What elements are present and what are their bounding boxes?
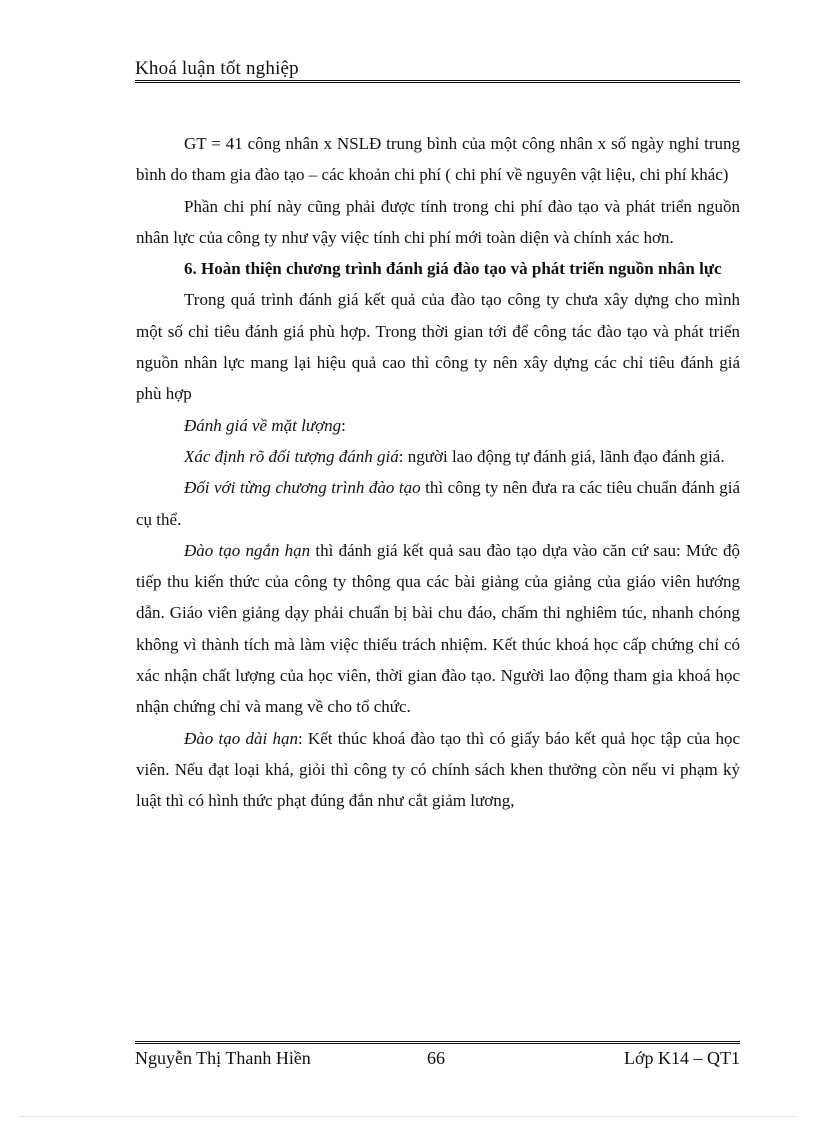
- footer-author: Nguyễn Thị Thanh Hiền: [135, 1048, 311, 1068]
- header-divider: [135, 80, 740, 83]
- paragraph-quantity-evaluation: Đánh giá về mặt lượng:: [184, 415, 346, 435]
- section-heading: 6. Hoàn thiện chương trình đánh giá đào tạo và phát triển nguồn nhân lực: [184, 259, 722, 279]
- term-long-term-training: Đào tạo dài hạn: [184, 728, 298, 748]
- term-quantity-evaluation: Đánh giá về mặt lượng: [184, 415, 342, 435]
- page-bottom-edge: [20, 1116, 796, 1117]
- paragraph-short-term-training: Đào tạo ngắn hạn thì đánh giá kết quả sau đào tạo dựa vào căn cứ sau: Mức độ tiếp thu kiến thức của công ty thông qua các bài giảng của giảng của giáo viên hướng dẫn. Giáo viên giảng dạy phải chuẩn bị bài chu đáo, chấm thi nghiêm túc, nhanh chóng không vì thành tích mà làm việc thiếu trách nhiệm. Kết thúc khoá học cấp chứng chỉ có xác nhận chất lượng của học viên, thời gian đào tạo. Người lao động tham gia khoá học nhận chứng chỉ và mang về cho tổ chức.: [136, 540, 740, 717]
- term-evaluation-subjects: Xác định rõ đối tượng đánh giá: [184, 446, 399, 466]
- paragraph-cost-note: Phần chi phí này cũng phải được tính trong chi phí đào tạo và phát triển nguồn nhân lực của công ty như vậy việc tính chi phí mới toàn diện và chính xác hơn.: [136, 196, 740, 247]
- paragraph-evaluation-intro: Trong quá trình đánh giá kết quả của đào tạo công ty chưa xây dựng cho mình một số chỉ tiêu đánh giá phù hợp. Trong thời gian tới để công tác đào tạo và phát triển nguồn nhân lực mang lại hiệu quả cao thì công ty nên xây dựng các chỉ tiêu đánh giá phù hợp: [136, 290, 740, 404]
- page-footer: [135, 1048, 740, 1072]
- body-text: [136, 128, 740, 817]
- paragraph-evaluation-subjects: Xác định rõ đối tượng đánh giá: người lao động tự đánh giá, lãnh đạo đánh giá.: [184, 446, 725, 466]
- paragraph-program-standards: Đối với từng chương trình đào tạo thì công ty nên đưa ra các tiêu chuẩn đánh giá cụ thể.: [136, 478, 740, 529]
- footer-class-label: Lớp K14 – QT1: [623, 1048, 740, 1068]
- paragraph-long-term-training: Đào tạo dài hạn: Kết thúc khoá đào tạo thì có giấy báo kết quả học tập của học viên. Nếu đạt loại khá, giỏi thì công ty có chính sách khen thưởng còn nếu vi phạm kỷ luật thì có hình thức phạt đúng đắn như cắt giảm lương,: [136, 728, 741, 811]
- footer-divider: [135, 1041, 740, 1044]
- header-title: Khoá luận tốt nghiệp: [135, 58, 299, 79]
- term-each-program: Đối với từng chương trình đào tạo: [184, 478, 421, 498]
- paragraph-cost-formula: GT = 41 công nhân x NSLĐ trung bình của một công nhân x số ngày nghỉ trung bình do tham gia đào tạo – các khoản chi phí ( chi phí về nguyên vật liệu, chi phí khác): [136, 134, 740, 185]
- footer-page-number: 66: [427, 1048, 445, 1068]
- term-short-term-training: Đào tạo ngắn hạn: [184, 540, 311, 560]
